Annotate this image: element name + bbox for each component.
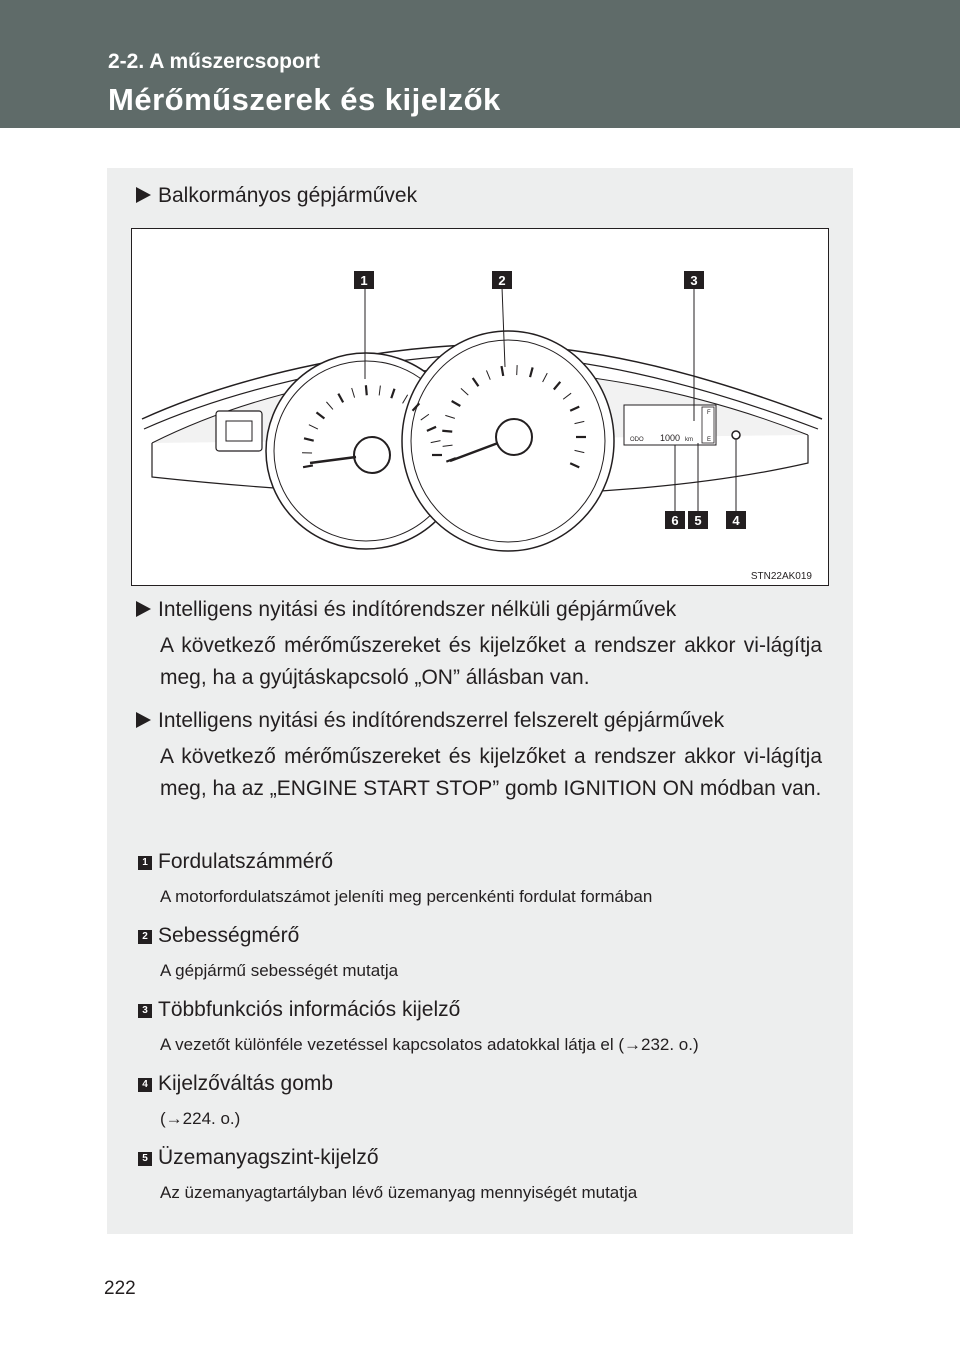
speedometer-dial xyxy=(402,331,614,551)
variant-description: A következő mérőműszereket és kijelzőket a rendszer akkor vi-lágítja meg, ha az „ENGINE START STOP” gomb IGNITION ON módban van. xyxy=(160,745,822,800)
dial-tick xyxy=(442,431,452,432)
instrument-cluster-illustration xyxy=(132,229,828,585)
item-number-badge: 4 xyxy=(138,1078,152,1092)
callout-6: 6 xyxy=(671,513,679,528)
variant-label: Intelligens nyitási és indítórendszerrel felszerelt gépjárművek xyxy=(158,709,725,732)
page-number: 222 xyxy=(104,1278,136,1299)
triangle-bullet-icon xyxy=(136,601,151,617)
variant-description: A következő mérőműszereket és kijelzőket a rendszer akkor vi-lágítja meg, ha a gyújtáskapcsoló „ON” állásban van. xyxy=(160,634,822,689)
item-number-badge: 2 xyxy=(138,930,152,944)
dial-tick xyxy=(366,385,367,395)
instrument-cluster-figure xyxy=(131,228,829,586)
item-desc: (→224. o.) xyxy=(160,1109,241,1128)
item-title-multi-info-display: Többfunkciós információs kijelző xyxy=(158,998,461,1021)
odo-label: ODO xyxy=(630,437,644,443)
item-number-badge: 5 xyxy=(138,1152,152,1166)
odo-unit: km xyxy=(685,437,693,443)
variant-bullet-lhd xyxy=(136,180,417,212)
item-title-speedometer: Sebességmérő xyxy=(158,924,300,947)
variant-bullet-no-smart-key xyxy=(136,594,676,626)
page-header xyxy=(0,0,960,128)
item-number-badge: 3 xyxy=(138,1004,152,1018)
callout-3: 3 xyxy=(690,273,698,288)
page-title: Mérőműszerek és kijelzők xyxy=(108,82,501,117)
section-label: 2-2. A műszercsoport xyxy=(108,50,320,73)
callout-4: 4 xyxy=(732,513,740,528)
variant-label: Balkormányos gépjárművek xyxy=(158,184,418,207)
triangle-bullet-icon xyxy=(136,712,151,728)
variant-label: Intelligens nyitási és indítórendszer nélküli gépjárművek xyxy=(158,598,677,621)
item-title-display-change-button: Kijelzőváltás gomb xyxy=(158,1072,334,1095)
callout-2: 2 xyxy=(498,273,506,288)
item-title-tachometer: Fordulatszámmérő xyxy=(158,850,334,873)
fuel-f-label: F xyxy=(707,410,711,416)
odo-value: 1000 xyxy=(660,433,681,443)
item-title-fuel-gauge: Üzemanyagszint-kijelző xyxy=(158,1146,379,1169)
triangle-bullet-icon xyxy=(136,187,151,203)
fuel-e-label: E xyxy=(707,437,712,443)
callout-5: 5 xyxy=(694,513,702,528)
callout-1: 1 xyxy=(360,273,368,288)
variant-bullet-smart-key xyxy=(136,705,724,737)
display-change-button-icon xyxy=(732,431,740,439)
item-desc: A motorfordulatszámot jeleníti meg percenkénti fordulat formában xyxy=(160,887,653,906)
item-desc: A vezetőt különféle vezetéssel kapcsolatos adatokkal látja el (→232. o.) xyxy=(160,1035,699,1054)
item-number-badge: 1 xyxy=(138,856,152,870)
item-desc: Az üzemanyagtartályban lévő üzemanyag mennyiségét mutatja xyxy=(160,1183,638,1202)
item-desc: A gépjármű sebességét mutatja xyxy=(160,961,399,980)
figure-code: STN22AK019 xyxy=(750,571,812,582)
